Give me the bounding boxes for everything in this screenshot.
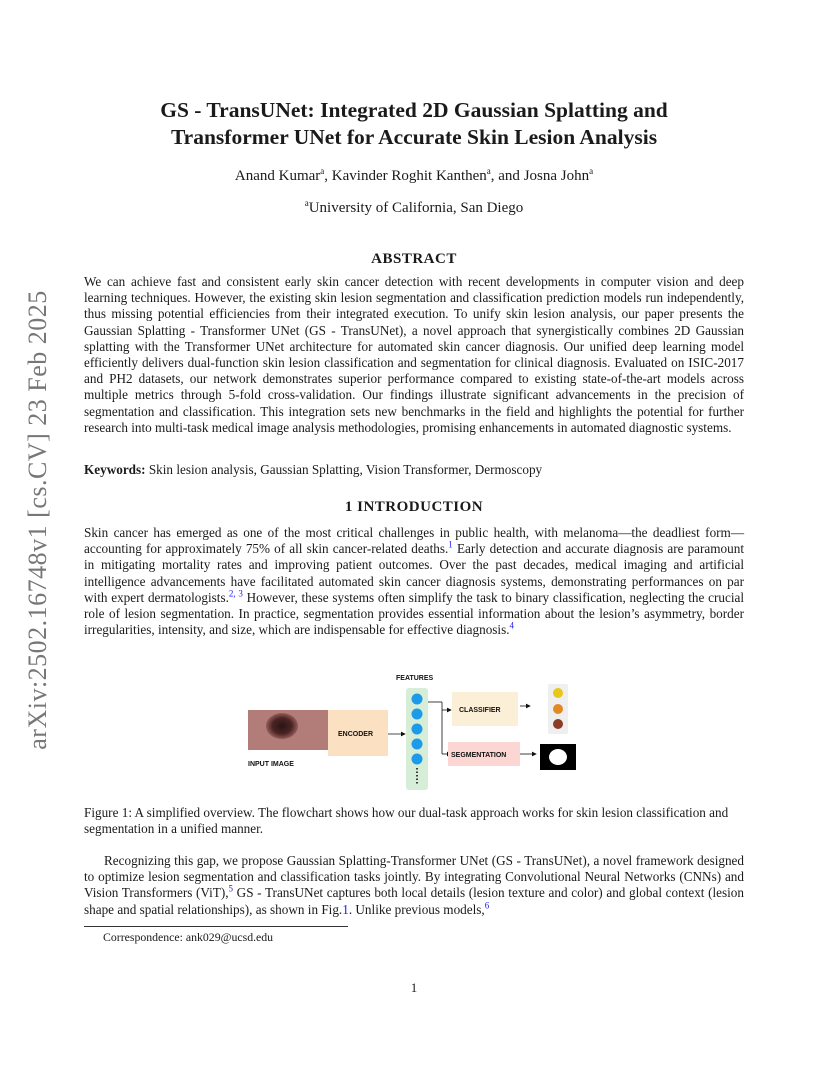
segmentation-label: SEGMENTATION [451,752,507,759]
classifier-label: CLASSIFIER [459,707,501,714]
feature-node [412,724,423,735]
citation-link[interactable]: 4 [509,620,515,631]
figure-1-flowchart [230,668,610,798]
keywords-label: Keywords: [84,462,146,477]
lesion-shape [266,713,298,739]
citation-link[interactable]: 5 [228,884,234,895]
author-3: Josna John [523,168,590,184]
figure-caption: Figure 1: A simplified overview. The flowchart shows how our dual-task approach works for skin lesion classification and segmentation in a unified manner. [84,805,729,837]
input-image-label: INPUT IMAGE [248,761,294,768]
feature-node [412,754,423,765]
abstract-text: We can achieve fast and consistent early skin cancer detection with recent developments in computer vision and deep learning techniques. However, the existing skin lesion segmentation and classification prediction models run independently, thus missing potential efficiencies from their integrated execution. To unify skin lesion analysis, our paper presents the Gaussian Splatting - Transformer UNet (GS - TransUNet), a novel approach that synergistically combines 2D Gaussian splatting with the Transformer UNet architecture for automated skin cancer diagnosis. Our unified deep learning model efficiently delivers dual-function skin lesion classification and segmentation for clinical diagnosis. Evaluated on ISIC-2017 and PH2 datasets, our network demonstrates superior performance compared to existing state-of-the-art models across multiple metrics through 5-fold cross-validation. Our findings illustrate significant advancements in the precision of segmentation and classification. This integration sets new benchmarks in the field and highlights the potential for further research into multi-task medical image analysis methodologies, promising enhancements in automated diagnostic systems. [84,274,744,435]
figure-reference-link[interactable]: 1 [342,901,349,917]
feature-node [412,694,423,705]
mask-region [549,749,567,765]
introduction-paragraph-2: Recognizing this gap, we propose Gaussian Splatting-Transformer UNet (GS - TransUNet), a novel framework designed to optimize lesion segmentation and classification tasks jointly. By integrating Convolutional Neural Networks (CNNs) and Vision Transformers (ViT),$^5$ GS - TransUNet captures both local details (lesion texture and color) and global context (lesion shape and spatial relationships), as shown in Fig.1. Unlike previous models,$^6$ [84,853,744,917]
paper-title [84,97,744,151]
author-list: Anand Kumar$^a$, Kavinder Roghit Kanthen$^a$, and Josna John$^a$ [234,166,594,184]
abstract-heading: ABSTRACT [371,251,457,267]
footnote-rule [84,926,348,927]
citation-link[interactable]: 1 [448,539,453,550]
class-dot-orange [553,704,563,714]
class-dot-yellow [553,688,563,698]
features-label: FEATURES [396,675,434,682]
keywords-text: Skin lesion analysis, Gaussian Splatting, Vision Transformer, Dermoscopy [148,462,543,477]
author-1: Anand Kumar [234,168,321,184]
correspondence-footnote: Correspondence: ank029@ucsd.edu [103,930,274,944]
affiliation: $^a$University of California, San Diego [304,198,524,216]
encoder-label: ENCODER [338,731,374,738]
citation-link[interactable]: 6 [484,900,490,911]
feature-node [412,739,423,750]
title-line-2: Transformer UNet for Accurate Skin Lesion Analysis [170,125,658,149]
introduction-paragraph: Skin cancer has emerged as one of the most critical challenges in public health, with melanoma—the deadliest form—accounting for approximately 75% of all skin cancer-related deaths.$^1$ Early detection and accurate diagnosis are paramount in mitigating mortality rates and improving patient outcomes. Over the past decades, medical imaging and artificial intelligence advancements have facilitated automated skin cancer diagnosis systems, demonstrating performances on par with expert dermatologists.$^{2, 3}$ However, these systems often simplify the task to binary classification, neglecting the crucial role of lesion segmentation. In practice, segmentation provides essential information about the lesion’s asymmetry, border irregularities, intensity, and size, which are indispensable for effective diagnosis.$^4$ [84,525,745,638]
citation-link[interactable]: 2, 3 [228,588,243,599]
arxiv-identifier: arXiv:2502.16748v1 [cs.CV] 23 Feb 2025 [23,290,52,750]
author-2: Kavinder Roghit Kanthen [331,168,487,184]
keywords [84,462,744,478]
page-number: 1 [410,980,418,995]
section-heading-introduction: 1 INTRODUCTION [344,499,484,515]
class-dot-brown [553,719,563,729]
feature-node [412,709,423,720]
title-line-1: GS - TransUNet: Integrated 2D Gaussian Splatting and [160,98,668,122]
